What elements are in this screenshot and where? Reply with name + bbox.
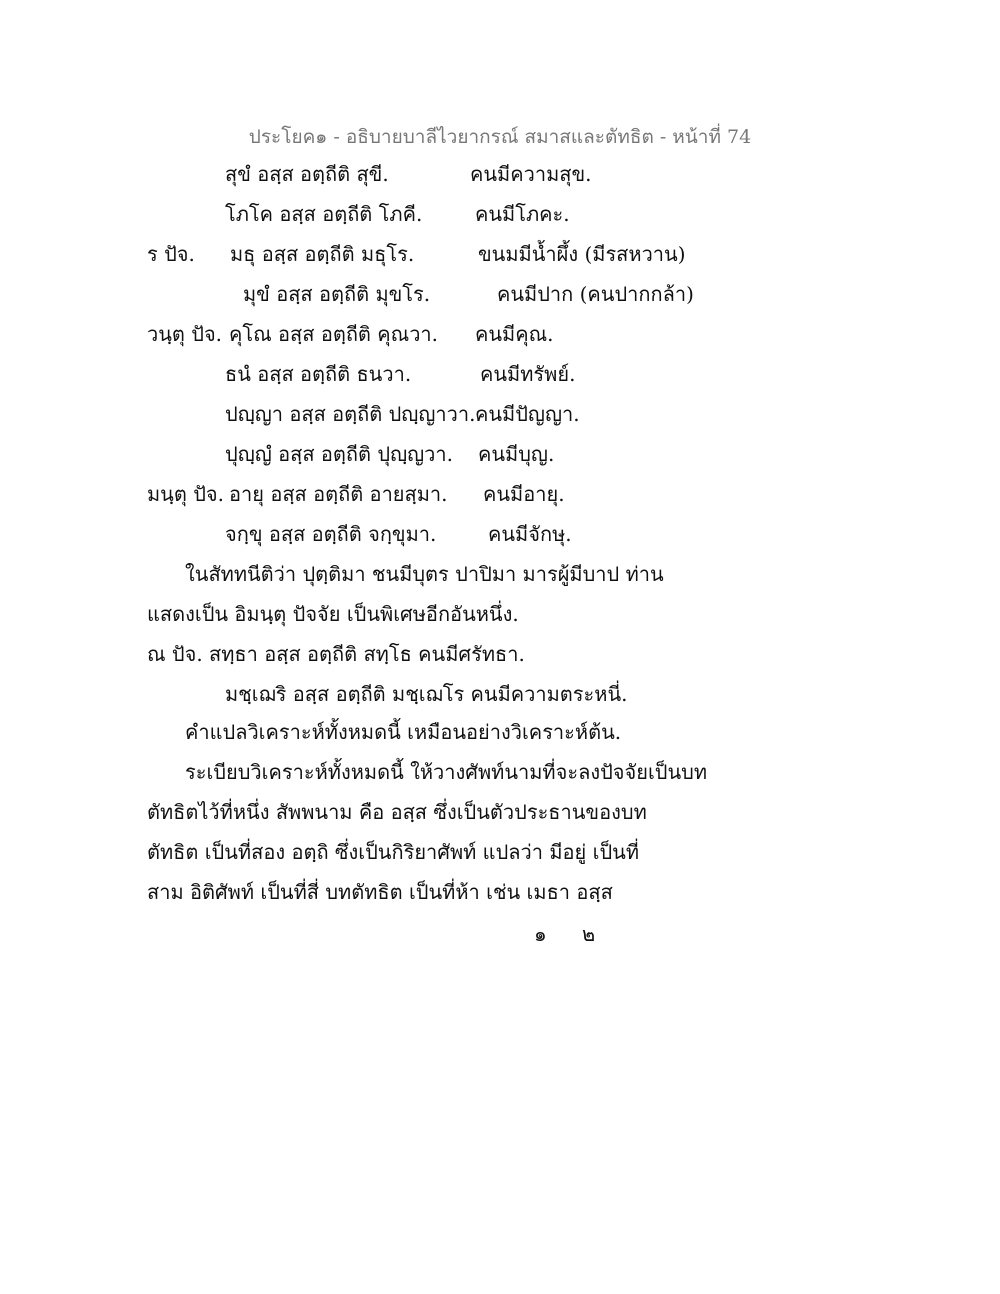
- pali-phrase: คุโณ อสฺส อตฺถีติ คุณวา.: [229, 322, 439, 346]
- pali-phrase: จกฺขุ อสฺส อตฺถีติ จกฺขุมา.: [225, 522, 437, 546]
- pali-phrase: ปญฺญา อสฺส อตฺถีติ ปญฺญาวา.: [225, 402, 476, 426]
- thai-meaning: คนมีปัญญา.: [475, 402, 580, 426]
- pali-phrase: โภโค อสฺส อตฺถีติ โภคี.: [225, 202, 423, 226]
- thai-meaning: คนมีโภคะ.: [475, 202, 570, 226]
- thai-meaning: ขนมมีน้ำผึ้ง (มีรสหวาน): [478, 242, 686, 266]
- paragraph-line: ตัทธิต เป็นที่สอง อตฺถิ ซึ่งเป็นกิริยาศัพท์ แปลว่า มีอยู่ เป็นที่: [147, 840, 640, 864]
- thai-meaning: คนมีบุญ.: [478, 442, 555, 466]
- suffix-label: มนฺตุ ปัจ.: [147, 482, 224, 506]
- pali-phrase: อายุ อสฺส อตฺถีติ อายสฺมา.: [229, 482, 448, 506]
- suffix-label: ร ปัจ.: [147, 242, 195, 266]
- order-marker: ๒: [582, 922, 596, 946]
- paragraph-line: ระเบียบวิเคราะห์ทั้งหมดนี้ ให้วางศัพท์นามที่จะลงปัจจัยเป็นบท: [185, 760, 708, 784]
- thai-meaning: คนมีความสุข.: [470, 162, 592, 186]
- na-suffix-example: ณ ปัจ. สทฺธา อสฺส อตฺถีติ สทฺโธ คนมีศรัทธา.: [147, 642, 525, 666]
- thai-meaning: คนมีทรัพย์.: [480, 362, 576, 386]
- suffix-label: วนฺตุ ปัจ.: [147, 322, 223, 346]
- thai-meaning: คนมีจักษุ.: [488, 522, 572, 546]
- paragraph-line: แสดงเป็น อิมนฺตุ ปัจจัย เป็นพิเศษอีกอันหนึ่ง.: [147, 602, 519, 626]
- paragraph-line: ตัทธิตไว้ที่หนึ่ง สัพพนาม คือ อสฺส ซึ่งเป็นตัวประธานของบท: [147, 800, 647, 824]
- order-marker: ๑: [534, 922, 547, 946]
- paragraph-line: สาม อิติศัพท์ เป็นที่สี่ บทตัทธิต เป็นที่ห้า เช่น เมธา อสฺส: [147, 880, 613, 904]
- thai-meaning: คนมีปาก (คนปากกล้า): [497, 282, 694, 306]
- pali-phrase: สุขํ อสฺส อตฺถีติ สุขี.: [225, 162, 389, 186]
- thai-meaning: คนมีคุณ.: [475, 322, 554, 346]
- pali-phrase: ธนํ อสฺส อตฺถีติ ธนวา.: [225, 362, 412, 386]
- thai-meaning: คนมีอายุ.: [483, 482, 565, 506]
- pali-phrase: มุขํ อสฺส อตฺถีติ มุขโร.: [243, 282, 431, 306]
- pali-phrase: ปุญฺญํ อสฺส อตฺถีติ ปุญฺญวา.: [225, 442, 453, 466]
- page-header: ประโยค๑ - อธิบายบาลีไวยากรณ์ สมาสและตัทธิต - หน้าที่ 74: [248, 126, 752, 148]
- pali-phrase: มธุ อสฺส อตฺถีติ มธุโร.: [230, 242, 415, 266]
- na-suffix-example: มชฺเฌริ อสฺส อตฺถีติ มชฺเฌโร คนมีความตระหนี่.: [225, 682, 628, 706]
- note-line: คำแปลวิเคราะห์ทั้งหมดนี้ เหมือนอย่างวิเคราะห์ต้น.: [185, 720, 622, 744]
- paragraph-line: ในสัททนีติว่า ปุตฺติมา ชนมีบุตร ปาปิมา มารผู้มีบาป ท่าน: [185, 562, 664, 586]
